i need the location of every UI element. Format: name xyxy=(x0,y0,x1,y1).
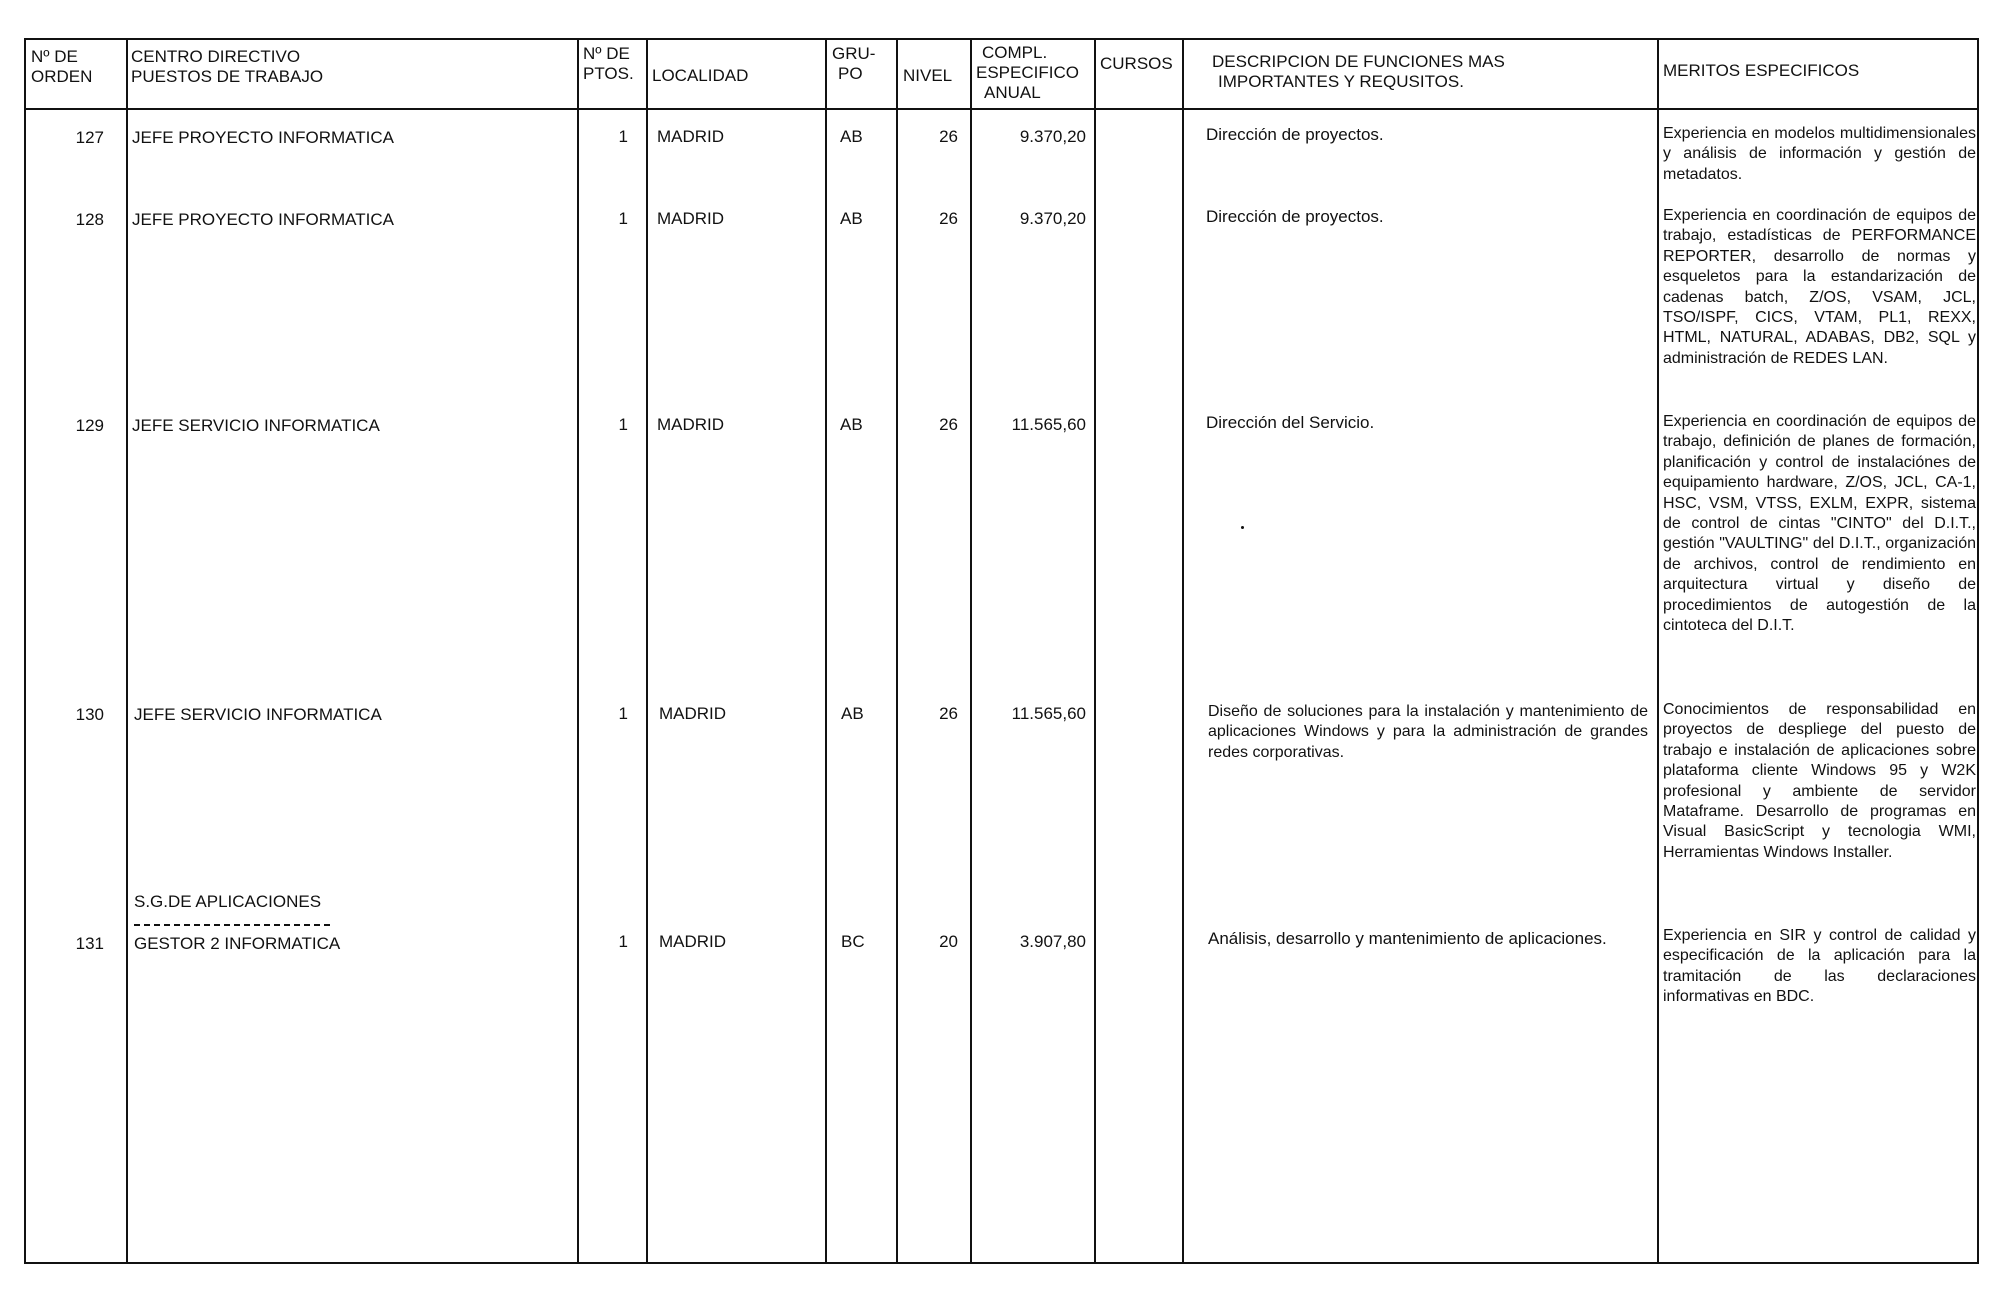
row-130-grupo: AB xyxy=(841,704,864,723)
row-130-meritos: Conocimientos de responsabilidad en proyectos de despliege del puesto de trabajo e instalación de aplicaciones sobre plataforma cliente Windows 95 y W2K profesional y ambiente de servidor Mataframe. Desarrollo de programas en Visual BasicScript y tecnologia WMI, Herramientas Windows Installer. xyxy=(1663,701,1976,861)
row-127-puesto: JEFE PROYECTO INFORMATICA xyxy=(132,128,394,147)
row-128-nivel: 26 xyxy=(939,209,958,228)
header-nivel: NIVEL xyxy=(903,66,953,85)
row-127-meritos: Experiencia en modelos multidimensionales y análisis de información y gestión de metadatos. xyxy=(1663,125,1976,183)
row-127-orden: 127 xyxy=(75,128,104,147)
row-129-ptos: 1 xyxy=(618,415,628,434)
row-128-localidad: MADRID xyxy=(657,209,725,228)
row-131-orden: 131 xyxy=(75,934,104,953)
row-129-puesto: JEFE SERVICIO INFORMATICA xyxy=(132,416,380,435)
row-128-orden: 128 xyxy=(75,210,104,229)
row-129-nivel: 26 xyxy=(939,415,958,434)
row-129-descripcion: Dirección del Servicio. xyxy=(1206,413,1375,432)
section-underline xyxy=(134,924,330,926)
col-divider xyxy=(577,40,579,1262)
row-131-nivel: 20 xyxy=(939,932,958,951)
row-129-localidad: MADRID xyxy=(657,415,725,434)
col-divider xyxy=(646,40,648,1262)
row-127-compl: 9.370,20 xyxy=(1019,127,1086,146)
row-127-ptos: 1 xyxy=(618,127,628,146)
row-127-nivel: 26 xyxy=(939,127,958,146)
row-130-compl: 11.565,60 xyxy=(1011,704,1086,723)
col-divider xyxy=(1657,40,1659,1262)
col-divider xyxy=(825,40,827,1262)
header-grupo: GRU- PO xyxy=(832,44,876,83)
header-compl: COMPL. ESPECIFICO ANUAL xyxy=(976,43,1079,102)
header-divider xyxy=(26,108,1977,110)
row-127-descripcion: Dirección de proyectos. xyxy=(1206,125,1384,144)
row-128-descripcion: Dirección de proyectos. xyxy=(1206,207,1384,226)
col-divider xyxy=(126,40,128,1262)
stray-mark xyxy=(1241,526,1244,529)
row-128-puesto: JEFE PROYECTO INFORMATICA xyxy=(132,210,394,229)
row-129-meritos: Experiencia en coordinación de equipos de trabajo, definición de planes de formación, planificación y control de instalaciónes de equipamiento hardware, Z/OS, JCL, CA-1, HSC, VSM, VTSS, EXLM, EXPR, sistema de control de cintas "CINTO" del D.I.T., gestión "VAULTING" del D.I.T., organización de archivos, control de rendimiento en arquitectura virtual y diseño de procedimientos de autogestión de la cintoteca del D.I.T. xyxy=(1663,413,1976,635)
row-130-localidad: MADRID xyxy=(659,704,727,723)
row-131-meritos: Experiencia en SIR y control de calidad y especificación de la aplicación para la tramitación de las declaraciones informativas en BDC. xyxy=(1663,927,1976,1006)
header-orden: Nº DE ORDEN xyxy=(31,47,93,86)
row-128-compl: 9.370,20 xyxy=(1019,209,1086,228)
col-divider xyxy=(1094,40,1096,1262)
row-128-meritos: Experiencia en coordinación de equipos de trabajo, estadísticas de PERFORMANCE REPORTER, desarrollo de normas y esqueletos para la estandarización de cadenas batch, Z/OS, VSAM, JCL, TSO/ISPF, CICS, VTAM, PL1, REXX, HTML, NATURAL, ADABAS, DB2, SQL y administración de REDES LAN. xyxy=(1663,207,1976,367)
col-divider xyxy=(1182,40,1184,1262)
row-131-descripcion: Análisis, desarrollo y mantenimiento de aplicaciones. xyxy=(1208,929,1607,948)
row-128-ptos: 1 xyxy=(618,209,628,228)
header-centro: CENTRO DIRECTIVO PUESTOS DE TRABAJO xyxy=(131,47,324,86)
row-131-ptos: 1 xyxy=(618,932,628,951)
row-131-grupo: BC xyxy=(841,932,865,951)
row-131-puesto: GESTOR 2 INFORMATICA xyxy=(134,934,341,953)
row-130-descripcion: Diseño de soluciones para la instalación y mantenimiento de aplicaciones Windows y para la administración de grandes redes corporativas. xyxy=(1208,703,1648,761)
row-130-ptos: 1 xyxy=(618,704,628,723)
header-meritos: MERITOS ESPECIFICOS xyxy=(1663,61,1860,80)
header-descripcion: DESCRIPCION DE FUNCIONES MAS IMPORTANTES Y REQUSITOS. xyxy=(1212,52,1505,91)
row-128-grupo: AB xyxy=(840,209,863,228)
row-131-localidad: MADRID xyxy=(659,932,727,951)
row-130-puesto: JEFE SERVICIO INFORMATICA xyxy=(134,705,382,724)
header-cursos: CURSOS xyxy=(1100,54,1173,73)
row-131-compl: 3.907,80 xyxy=(1019,932,1086,951)
row-130-orden: 130 xyxy=(75,705,104,724)
row-127-grupo: AB xyxy=(840,127,863,146)
col-divider xyxy=(970,40,972,1262)
header-localidad: LOCALIDAD xyxy=(652,66,749,85)
row-130-nivel: 26 xyxy=(939,704,958,723)
row-129-compl: 11.565,60 xyxy=(1011,415,1086,434)
row-127-localidad: MADRID xyxy=(657,127,725,146)
row-129-orden: 129 xyxy=(75,416,104,435)
col-divider xyxy=(896,40,898,1262)
row-129-grupo: AB xyxy=(840,415,863,434)
header-ptos: Nº DE PTOS. xyxy=(583,44,634,83)
section-title: S.G.DE APLICACIONES xyxy=(134,892,322,911)
